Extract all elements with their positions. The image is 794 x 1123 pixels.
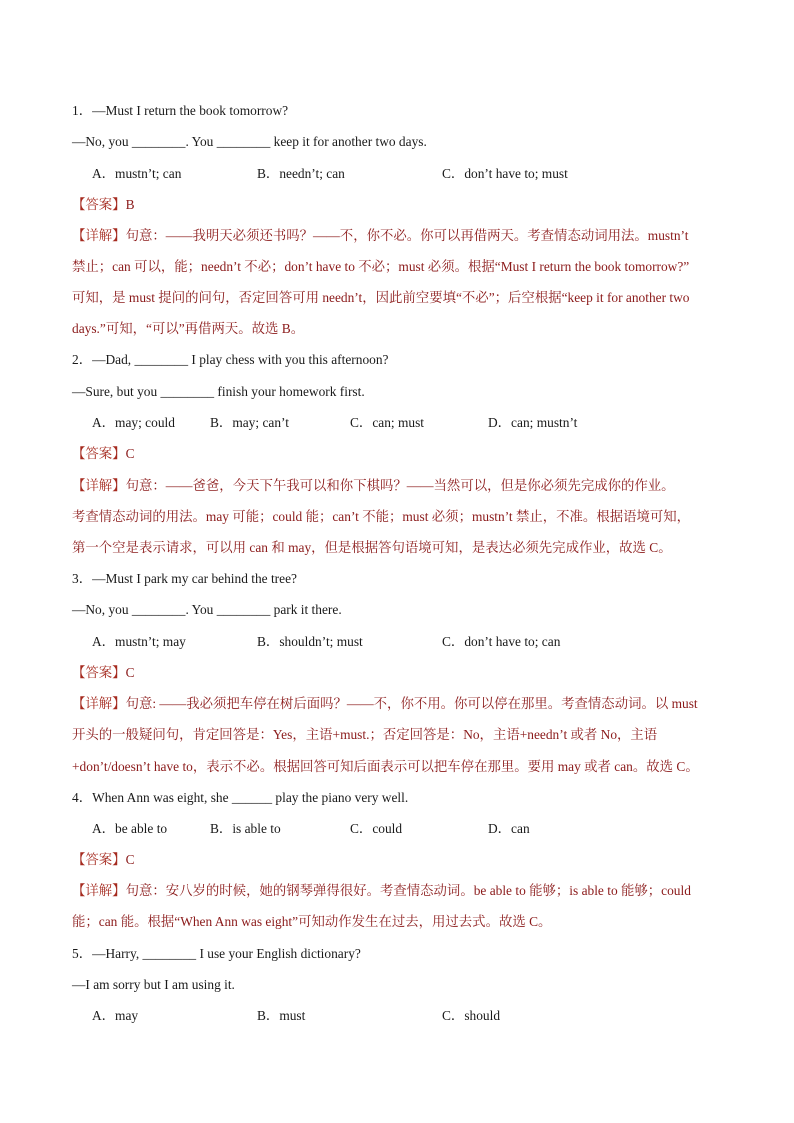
question-2-option-a: A．may; could: [92, 415, 175, 430]
question-4-option-c: C．could: [350, 821, 403, 836]
question-4-stem: 4．When Ann was eight, she ______ play the piano very well.: [72, 790, 409, 805]
answer-tag: 【答案】: [72, 852, 126, 867]
answer-value: B: [125, 197, 135, 212]
question-3-answer: [72, 663, 750, 683]
explain-text: 句意：安八岁的时候，她的钢琴弹得很好。考查情态动词。be able to 能够；is able to 能够；could: [125, 883, 691, 898]
question-4-explain-line: [72, 881, 750, 901]
question-2-explain-line: 考查情态动词的用法。may 可能；could 能；can’t 不能；must 必须；mustn’t 禁止，不准。根据语境可知，: [72, 509, 691, 524]
question-3-explain-line: [72, 694, 750, 714]
question-1-option-c: C．don’t have to; must: [442, 166, 568, 181]
question-1-option-b: B．needn’t; can: [257, 166, 345, 181]
question-3-reply: —No, you ________. You ________ park it there.: [72, 602, 342, 617]
explain-text: 句意: ——我必须把车停在树后面吗？——不，你不用。你可以停在那里。考查情态动词。以 must: [125, 696, 698, 711]
explain-tag: 【详解】: [72, 696, 126, 711]
question-1-explain-line: days.”可知，“可以”再借两天。故选 B。: [72, 321, 305, 336]
question-2-reply: —Sure, but you ________ finish your homework first.: [72, 384, 365, 399]
question-3-option-a: A．mustn’t; may: [92, 634, 186, 649]
question-1-option-a: A．mustn’t; can: [92, 166, 182, 181]
question-4-option-a: A．be able to: [92, 821, 168, 836]
question-4-option-b: B．is able to: [210, 821, 281, 836]
question-1-explain-line: [72, 226, 750, 246]
question-5-stem: 5．—Harry, ________ I use your English dictionary?: [72, 946, 361, 961]
answer-tag: 【答案】: [72, 446, 126, 461]
question-1-explain-line: 禁止；can 可以，能；needn’t 不必；don’t have to 不必；must 必须。根据“Must I return the book tomorrow?”: [72, 259, 690, 274]
explain-text: 句意：——爸爸，今天下午我可以和你下棋吗？——当然可以，但是你必须先完成你的作业。: [125, 478, 675, 493]
question-5-option-b: B．must: [257, 1008, 306, 1023]
answer-tag: 【答案】: [72, 197, 126, 212]
question-2-option-b: B．may; can’t: [210, 415, 289, 430]
question-2-stem: 2．—Dad, ________ I play chess with you this afternoon?: [72, 352, 389, 367]
question-2-option-d: D．can; mustn’t: [488, 415, 578, 430]
question-5-reply: —I am sorry but I am using it.: [72, 977, 235, 992]
explain-text: 句意：——我明天必须还书吗？——不，你不必。你可以再借两天。考查情态动词用法。mustn’t: [125, 228, 689, 243]
question-2-explain-line: 第一个空是表示请求，可以用 can 和 may，但是根据答句语境可知，是表达必须先完成作业，故选 C。: [72, 540, 672, 555]
explain-tag: 【详解】: [72, 228, 126, 243]
explain-tag: 【详解】: [72, 883, 126, 898]
question-1-answer: [72, 195, 750, 215]
question-3-option-b: B．shouldn’t; must: [257, 634, 363, 649]
question-4-explain-line: 能；can 能。根据“When Ann was eight”可知动作发生在过去，用过去式。故选 C。: [72, 914, 552, 929]
answer-tag: 【答案】: [72, 665, 126, 680]
question-3-option-c: C．don’t have to; can: [442, 634, 561, 649]
question-1-reply: —No, you ________. You ________ keep it for another two days.: [72, 134, 427, 149]
question-2-explain-line: [72, 476, 750, 496]
question-4-option-d: D．can: [488, 821, 530, 836]
question-5-option-c: C．should: [442, 1008, 501, 1023]
answer-value: C: [125, 665, 135, 680]
answer-value: C: [125, 446, 135, 461]
explain-tag: 【详解】: [72, 478, 126, 493]
question-3-explain-line: 开头的一般疑问句，肯定回答是：Yes，主语+must.；否定回答是：No，主语+needn’t 或者 No，主语: [72, 727, 658, 742]
question-1-stem: 1．—Must I return the book tomorrow?: [72, 103, 289, 118]
question-3-stem: 3．—Must I park my car behind the tree?: [72, 571, 297, 586]
question-4-answer: [72, 850, 750, 870]
question-5-option-a: A．may: [92, 1008, 139, 1023]
question-2-answer: [72, 444, 750, 464]
question-3-explain-line: +don’t/doesn’t have to，表示不必。根据回答可知后面表示可以把车停在那里。要用 may 或者 can。故选 C。: [72, 759, 699, 774]
answer-value: C: [125, 852, 135, 867]
question-1-explain-line: 可知，是 must 提问的问句，否定回答可用 needn’t，因此前空要填“不必”；后空根据“keep it for another two: [72, 290, 690, 305]
question-2-option-c: C．can; must: [350, 415, 425, 430]
